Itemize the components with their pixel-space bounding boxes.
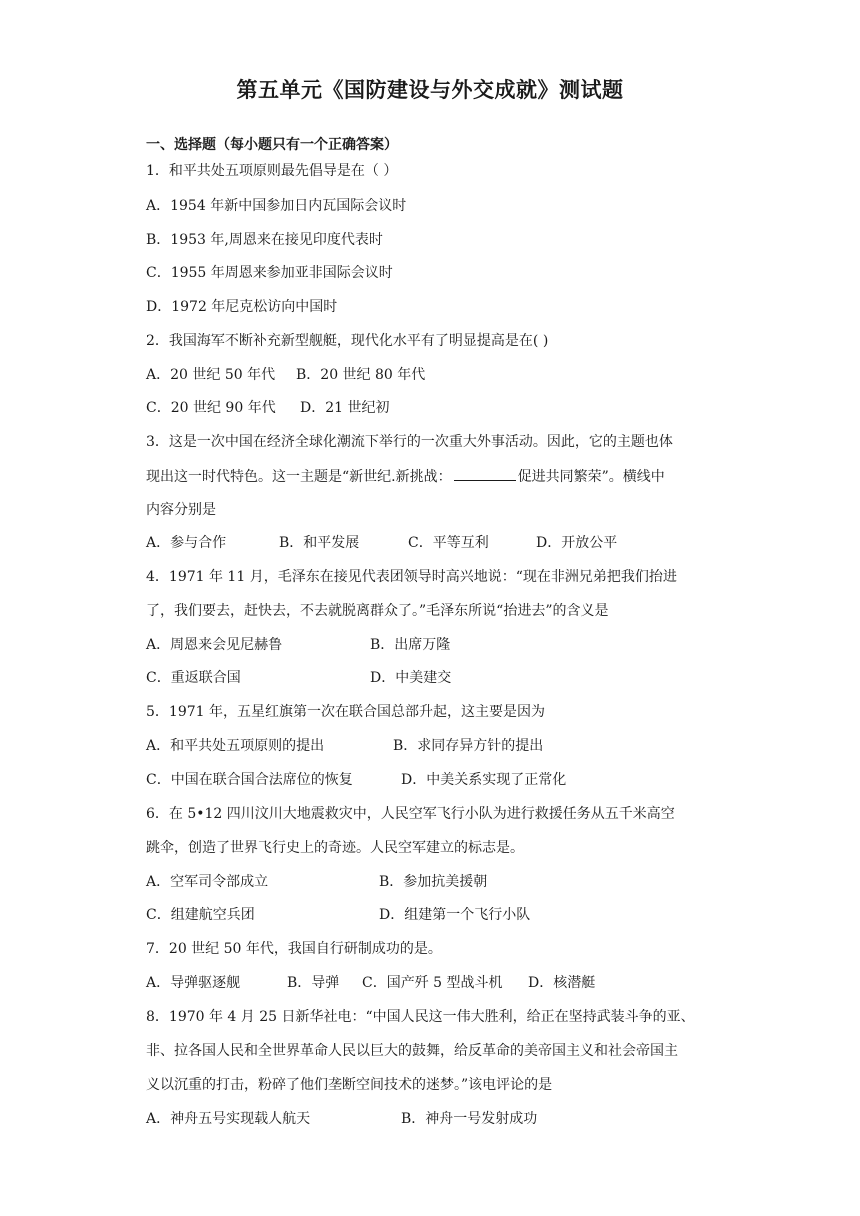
- q7-options-row: [146, 973, 746, 993]
- q6-option-a: A．空军司令部成立: [146, 874, 269, 890]
- q6-option-d: D．组建第一个飞行小队: [379, 907, 531, 923]
- q5-options-row-2: [146, 770, 746, 790]
- question-6-stem-line-2: 跳伞，创造了世界飞行史上的奇迹。人民空军建立的标志是。: [146, 840, 524, 856]
- q8-option-b: B．神舟一号发射成功: [401, 1111, 538, 1127]
- q5-options-row-1: [146, 736, 746, 756]
- q7-option-a: A．导弹驱逐舰: [146, 975, 241, 991]
- q8-option-a: A．神舟五号实现载人航天: [146, 1111, 311, 1127]
- q6-options-row-1: [146, 872, 746, 892]
- question-5-stem: 5．1971 年，五星红旗第一次在联合国总部升起，这主要是因为: [146, 704, 545, 720]
- q2-option-c: C．20 世纪 90 年代: [146, 400, 276, 416]
- question-7-stem: 7．20 世纪 50 年代，我国自行研制成功的是。: [146, 941, 442, 957]
- q5-option-b: B．求同存异方针的提出: [393, 738, 544, 754]
- question-3-stem-line-3: 内容分别是: [146, 502, 216, 518]
- question-1-stem: 1．和平共处五项原则最先倡导是在（ ）: [146, 163, 398, 179]
- q6-option-b: B．参加抗美援朝: [379, 874, 488, 890]
- q7-option-d: D．核潜艇: [528, 975, 596, 991]
- question-8-stem-line-2: 非、拉各国人民和全世界革命人民以巨大的鼓舞，给反革命的美帝国主义和社会帝国主: [146, 1043, 678, 1059]
- q3-stem-part-2: 促进共同繁荣”。横线中: [517, 469, 665, 485]
- q2-options-row-2: [146, 398, 746, 418]
- q2-option-d: D．21 世纪初: [300, 400, 390, 416]
- q3-option-c: C．平等互利: [408, 535, 489, 551]
- answer-blank: [454, 466, 516, 481]
- q3-options-row: [146, 533, 746, 553]
- q1-option-a: A．1954 年新中国参加日内瓦国际会议时: [146, 198, 407, 214]
- question-4-stem-line-2: 了，我们要去，赶快去，不去就脱离群众了。”毛泽东所说“抬进去”的含义是: [146, 603, 609, 619]
- question-3-stem-line-1: 3．这是一次中国在经济全球化潮流下举行的一次重大外事活动。因此，它的主题也体: [146, 434, 673, 450]
- q5-option-a: A．和平共处五项原则的提出: [146, 738, 325, 754]
- q3-option-b: B．和平发展: [279, 535, 360, 551]
- q2-option-a: A．20 世纪 50 年代: [146, 367, 276, 383]
- q1-option-d: D．1972 年尼克松访向中国时: [146, 299, 338, 315]
- page-title: 第五单元《国防建设与外交成就》测试题: [236, 78, 624, 102]
- q6-options-row-2: [146, 905, 746, 925]
- q7-option-c: C．国产歼 5 型战斗机: [362, 975, 503, 991]
- question-4-stem-line-1: 4．1971 年 11 月，毛泽东在接见代表团领导时高兴地说：“现在非洲兄弟把我们抬进: [146, 569, 677, 585]
- section-heading: 一、选择题（每小题只有一个正确答案）: [146, 137, 398, 153]
- question-8-stem-line-3: 义以沉重的打击，粉碎了他们垄断空间技术的迷梦。”该电评论的是: [146, 1077, 553, 1093]
- question-8-stem-line-1: 8．1970 年 4 月 25 日新华社电：“中国人民这一伟大胜利，给正在坚持武装斗争的亚、: [146, 1009, 695, 1025]
- question-6-stem-line-1: 6．在 5•12 四川汶川大地震救灾中，人民空军飞行小队为进行救援任务从五千米高空: [146, 806, 675, 822]
- q4-option-b: B．出席万隆: [370, 637, 451, 653]
- q1-option-b: B．1953 年,周恩来在接见印度代表时: [146, 232, 383, 248]
- q8-options-row: [146, 1109, 746, 1129]
- q2-options-row-1: [146, 365, 746, 385]
- q3-option-a: A．参与合作: [146, 535, 227, 551]
- q4-option-d: D．中美建交: [370, 670, 452, 686]
- question-3-stem-line-2: [146, 466, 665, 487]
- q1-option-c: C．1955 年周恩来参加亚非国际会议时: [146, 265, 393, 281]
- q4-options-row-1: [146, 635, 746, 655]
- question-2-stem: 2．我国海军不断补充新型舰艇，现代化水平有了明显提高是在( ): [146, 333, 549, 349]
- q4-option-a: A．周恩来会见尼赫鲁: [146, 637, 283, 653]
- q6-option-c: C．组建航空兵团: [146, 907, 255, 923]
- q3-option-d: D．开放公平: [536, 535, 618, 551]
- q4-options-row-2: [146, 668, 746, 688]
- q2-option-b: B．20 世纪 80 年代: [296, 367, 426, 383]
- q5-option-c: C．中国在联合国合法席位的恢复: [146, 772, 353, 788]
- q7-option-b: B．导弹: [287, 975, 340, 991]
- q4-option-c: C．重返联合国: [146, 670, 241, 686]
- q5-option-d: D．中美关系实现了正常化: [401, 772, 567, 788]
- q3-stem-part-1: 现出这一时代特色。这一主题是“新世纪.新挑战：: [146, 469, 452, 485]
